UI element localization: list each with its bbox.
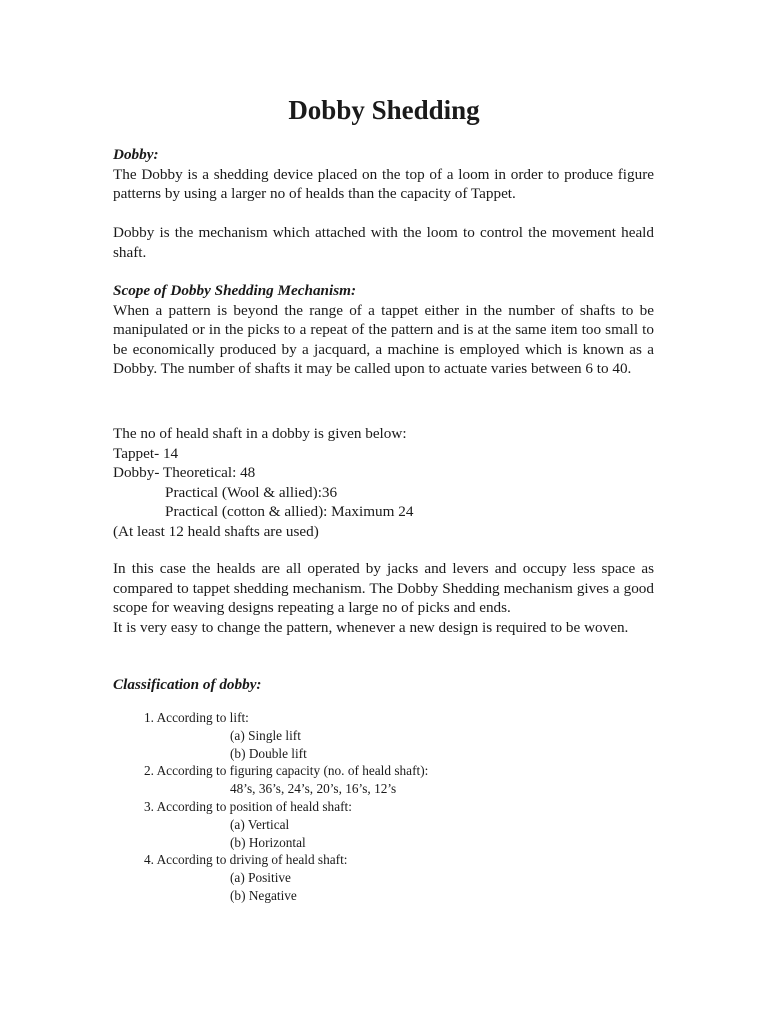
page-title: Dobby Shedding (288, 95, 480, 125)
scope-section (113, 281, 654, 379)
classification-heading: Classification of dobby: (113, 676, 262, 693)
practical-cotton-count: Practical (cotton & allied): Maximum 24 (165, 503, 414, 520)
scope-paragraph-3: It is very easy to change the pattern, whenever a new design is required to be woven. (113, 618, 629, 636)
shaft-note: (At least 12 heald shafts are used) (113, 522, 319, 540)
scope-remarks (113, 559, 654, 637)
classification-sub-3a: (a) Vertical (230, 816, 290, 832)
dobby-section (113, 145, 654, 204)
dobby-heading: Dobby: (113, 146, 159, 163)
classification-sub-1a: (a) Single lift (230, 727, 301, 743)
scope-paragraph-1: When a pattern is beyond the range of a tappet either in the number of shafts to be manipulated or in the picks to a repeat of the pattern and is at the same item too small to be economically produced by a jacquard, a machine is employed which is known as a Dobby. The number of shafts it may be called upon to actuate varies between 6 to 40. (113, 301, 654, 377)
classification-item-2: 2. According to figuring capacity (no. of heald shaft): (144, 763, 429, 779)
shaft-intro: The no of heald shaft in a dobby is given below: (113, 425, 407, 442)
classification-list (113, 709, 654, 905)
classification-item-3: 3. According to position of heald shaft: (144, 798, 352, 814)
scope-paragraph-2: In this case the healds are all operated by jacks and levers and occupy less space as compared to tappet shedding mechanism. The Dobby Shedding mechanism gives a good scope for weaving designs repeating a large no of picks and ends. (113, 560, 654, 616)
classification-item-1: 1. According to lift: (144, 710, 249, 725)
scope-heading: Scope of Dobby Shedding Mechanism: (113, 282, 356, 299)
tappet-count: Tappet- 14 (113, 444, 179, 462)
classification-sub-4a: (a) Positive (230, 870, 291, 886)
classification-sub-4b: (b) Negative (230, 887, 297, 903)
practical-wool-count: Practical (Wool & allied):36 (165, 483, 338, 501)
classification-item-4: 4. According to driving of heald shaft: (144, 852, 348, 868)
classification-sub-3b: (b) Horizontal (230, 834, 306, 850)
shaft-count-list (113, 424, 654, 541)
classification-sub-1b: (b) Double lift (230, 745, 307, 761)
classification-sub-2a: 48’s, 36’s, 24’s, 20’s, 16’s, 12’s (230, 781, 397, 797)
dobby-paragraph-2: Dobby is the mechanism which attached with the loom to control the movement heald shaft. (113, 224, 654, 261)
dobby-paragraph-1: The Dobby is a shedding device placed on the top of a loom in order to produce figure patterns by using a larger no of healds than the capacity of Tappet. (113, 165, 654, 202)
dobby-theoretical-count: Dobby- Theoretical: 48 (113, 464, 256, 481)
